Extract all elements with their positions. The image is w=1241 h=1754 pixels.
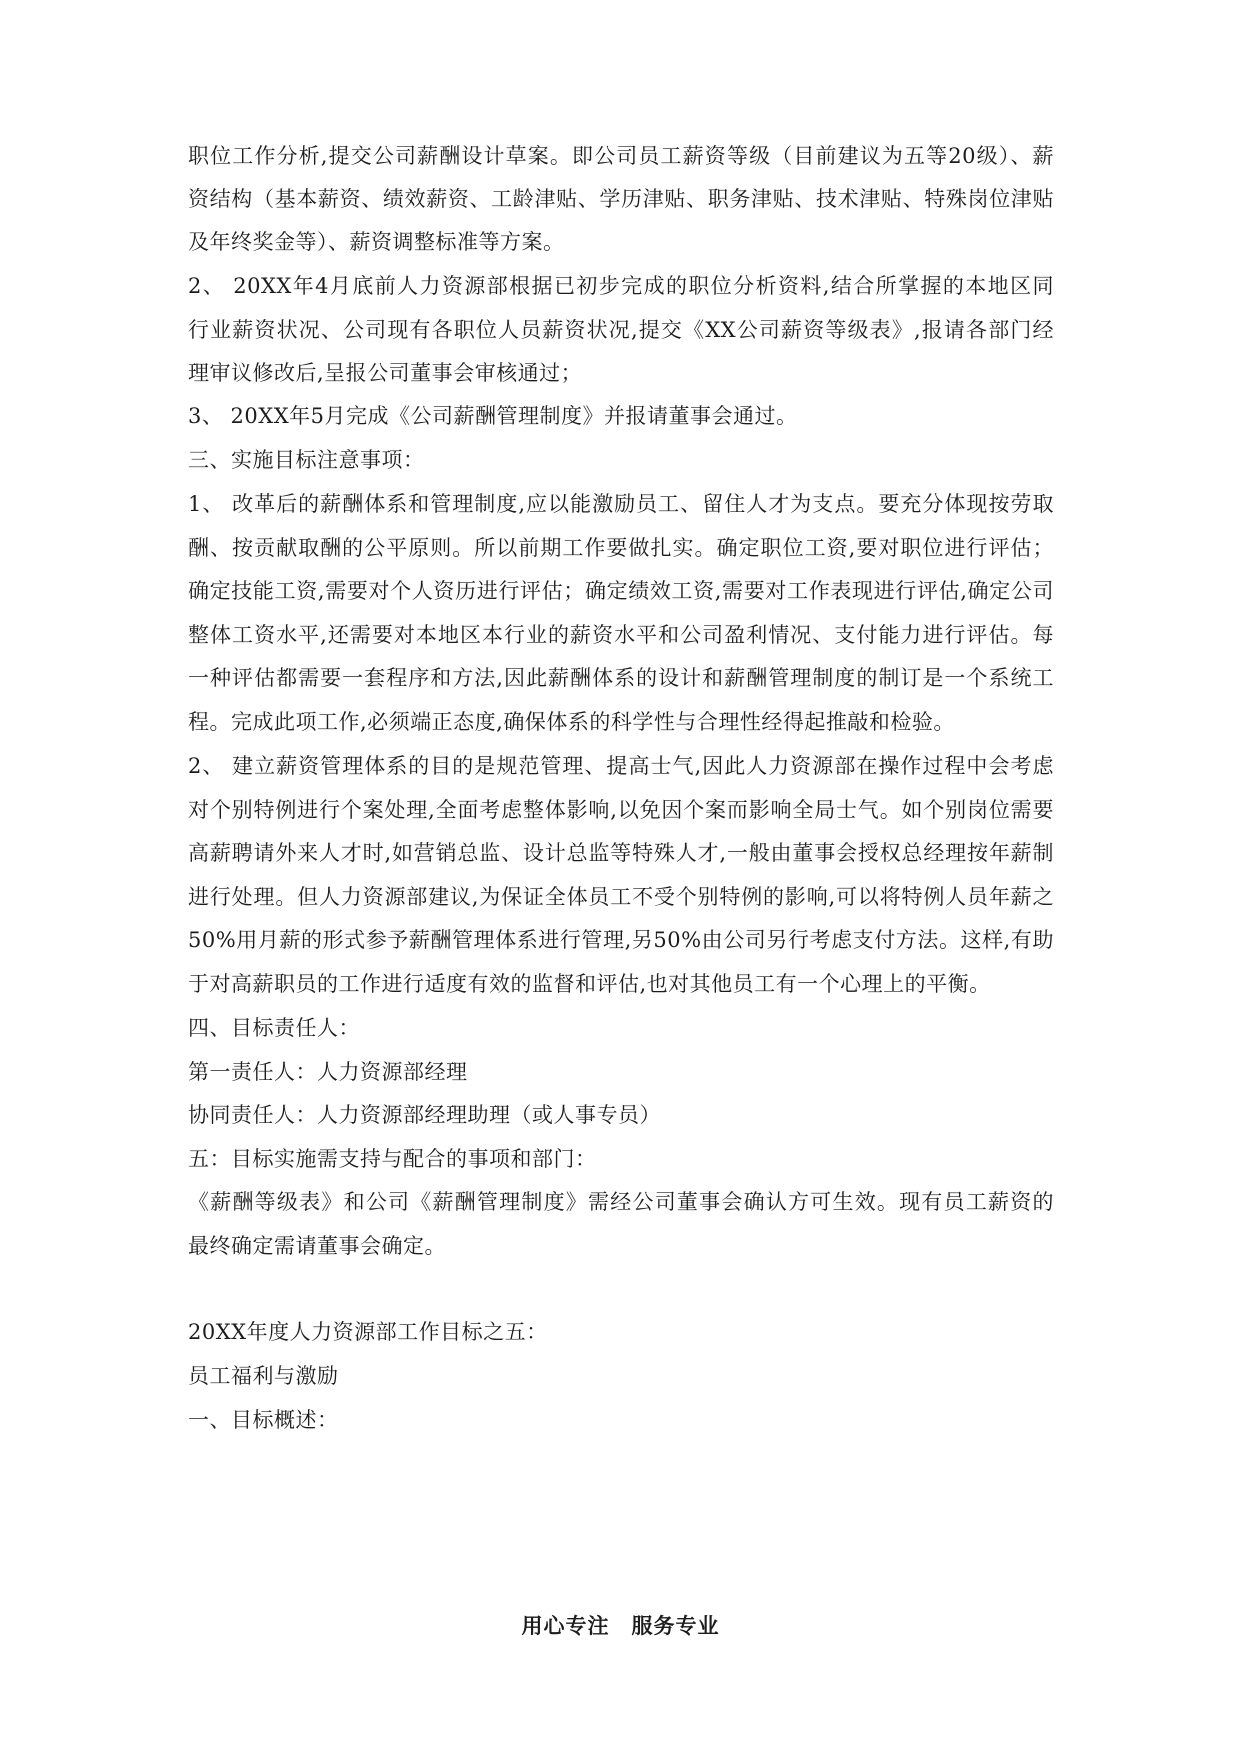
section-heading: 五：目标实施需支持与配合的事项和部门：: [188, 1147, 597, 1171]
paragraph-line: 高薪聘请外来人才时,如营销总监、设计总监等特殊人才,一般由董事会授权总经理按年薪制: [188, 841, 1054, 865]
paragraph-line: 50%用月薪的形式参予薪酬管理体系进行管理,另50%由公司另行考虑支付方法。这样,有助: [188, 928, 1054, 952]
paragraph-line: 2、 建立薪资管理体系的目的是规范管理、提高士气,因此人力资源部在操作过程中会考虑: [188, 754, 1054, 778]
paragraph-line: 程。完成此项工作,必须端正态度,确保体系的科学性与合理性经得起推敲和检验。: [188, 710, 955, 734]
paragraph-line: 及年终奖金等）、薪资调整标准等方案。: [188, 230, 565, 254]
section-heading: 四、目标责任人：: [188, 1016, 360, 1040]
paragraph-line: 理审议修改后,呈报公司董事会审核通过；: [188, 361, 583, 385]
paragraph-line: 第一责任人：人力资源部经理: [188, 1060, 468, 1084]
paragraph-line: 2、 20XX年4月底前人力资源部根据已初步完成的职位分析资料,结合所掌握的本地区同: [188, 274, 1054, 298]
paragraph-line: 1、 改革后的薪酬体系和管理制度,应以能激励员工、留住人才为支点。要充分体现按劳取: [188, 492, 1054, 516]
section-title: 20XX年度人力资源部工作目标之五：: [188, 1320, 548, 1344]
paragraph-line: 行业薪资状况、公司现有各职位人员薪资状况,提交《XX公司薪资等级表》,报请各部门经: [188, 318, 1054, 342]
paragraph-line: 协同责任人：人力资源部经理助理（或人事专员）: [188, 1103, 661, 1127]
paragraph-line: 最终确定需请董事会确定。: [188, 1234, 446, 1258]
paragraph-line: 职位工作分析,提交公司薪酬设计草案。即公司员工薪资等级（目前建议为五等20级）、薪: [188, 144, 1054, 168]
paragraph-line: 一种评估都需要一套程序和方法,因此薪酬体系的设计和薪酬管理制度的制订是一个系统工: [188, 666, 1054, 690]
paragraph-line: 对个别特例进行个案处理,全面考虑整体影响,以免因个案而影响全局士气。如个别岗位需要: [188, 798, 1054, 822]
section-heading: 三、实施目标注意事项：: [188, 448, 425, 472]
section-subtitle: 员工福利与激励: [188, 1364, 339, 1388]
paragraph-line: 确定技能工资,需要对个人资历进行评估；确定绩效工资,需要对工作表现进行评估,确定公司: [188, 579, 1054, 603]
paragraph-line: 酬、按贡献取酬的公平原则。所以前期工作要做扎实。确定职位工资,要对职位进行评估；: [188, 536, 1054, 560]
paragraph-line: 于对高薪职员的工作进行适度有效的监督和评估,也对其他员工有一个心理上的平衡。: [188, 972, 991, 996]
section-heading: 一、目标概述：: [188, 1408, 339, 1432]
page-footer: 用心专注 服务专业: [521, 1614, 720, 1638]
paragraph-line: 3、 20XX年5月完成《公司薪酬管理制度》并报请董事会通过。: [188, 404, 798, 428]
paragraph-line: 资结构（基本薪资、绩效薪资、工龄津贴、学历津贴、职务津贴、技术津贴、特殊岗位津贴: [188, 187, 1054, 211]
paragraph-line: 整体工资水平,还需要对本地区本行业的薪资水平和公司盈利情况、支付能力进行评估。每: [188, 623, 1054, 647]
paragraph-line: 《薪酬等级表》和公司《薪酬管理制度》需经公司董事会确认方可生效。现有员工薪资的: [188, 1190, 1054, 1214]
paragraph-line: 进行处理。但人力资源部建议,为保证全体员工不受个别特例的影响,可以将特例人员年薪之: [188, 885, 1054, 909]
